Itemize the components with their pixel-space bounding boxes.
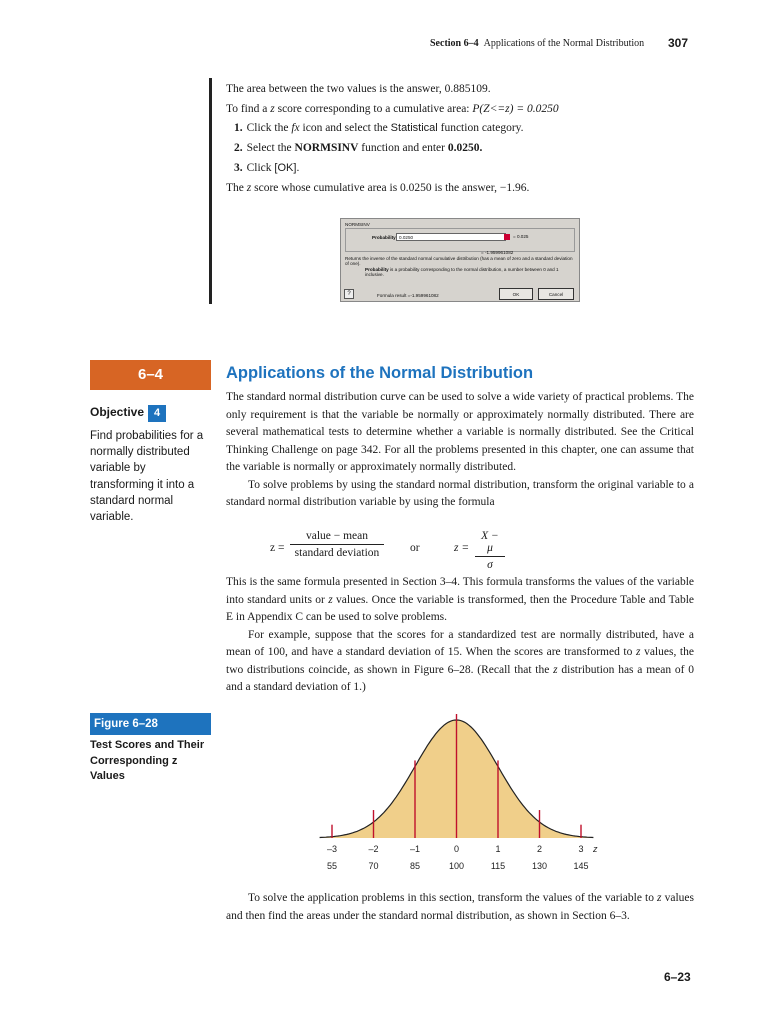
score-tick-label: 130 — [531, 861, 548, 871]
probability-result: = 0.025 — [513, 234, 529, 239]
z-tick-label: –1 — [409, 844, 421, 854]
return-value: = -1.959961082 — [481, 250, 514, 255]
z-tick-label: –3 — [326, 844, 338, 854]
probability-label: Probability — [372, 235, 396, 240]
dialog-arg-panel — [345, 228, 575, 252]
z-formula — [270, 530, 510, 570]
section-title: Applications of the Normal Distribution — [226, 364, 534, 382]
z-tick-label: –2 — [368, 844, 379, 854]
score-tick-label: 70 — [368, 861, 379, 871]
tech-line-3: The z score whose cumulative area is 0.0250 is the answer, −1.96. — [226, 181, 530, 194]
figure-label: Figure 6–28 — [90, 713, 211, 735]
normsinv-dialog-screenshot — [340, 218, 580, 302]
running-head — [430, 38, 644, 49]
tech-line-1: The area between the two values is the answer, 0.885109. — [226, 83, 491, 95]
objective-label: Objective 4 — [90, 405, 166, 422]
paragraph-1: The standard normal distribution curve can be used to solve a wide variety of practical problems. The only requirement is that the variable be normally or approximately normally distributed. There are several mathematical tests to determine whether a variable is normally distributed. See the Critical Thinking Challenge on page 342. For all the problems presented in this chapter, one can assume that the variable is normally or approximately normally distributed. — [226, 391, 694, 473]
score-tick-label: 55 — [326, 861, 338, 871]
z-tick-label: 3 — [578, 844, 584, 854]
score-tick-label: 85 — [409, 861, 421, 871]
margin-rule — [209, 78, 212, 304]
step-3: 3. Click [OK]. — [234, 161, 300, 174]
running-title: Applications of the Normal Distribution — [483, 38, 645, 49]
normal-distribution-chart — [300, 710, 620, 880]
dialog-title: NORMSINV — [345, 222, 370, 227]
z-tick-label: 2 — [536, 844, 543, 854]
body-paragraphs-1 — [226, 389, 694, 512]
objective-text: Find probabilities for a normally distributed variable by transforming it into a standard normal variable. — [90, 430, 204, 524]
z-equals-2: z = — [454, 542, 470, 554]
objective-number: 4 — [148, 405, 166, 422]
z-equals-1: z = — [270, 542, 285, 554]
z-axis-label: z — [593, 844, 598, 854]
tech-line-2: To find a z score corresponding to a cumulative area: P(Z<=z) = 0.0250 — [226, 102, 559, 115]
body-paragraphs-3 — [226, 890, 694, 925]
technology-steps — [226, 80, 696, 198]
step-2: 2. Select the NORMSINV function and enter 0.0250. — [234, 142, 483, 155]
collapse-dialog-icon[interactable] — [504, 234, 510, 240]
body-paragraphs-2 — [226, 574, 694, 697]
z-tick-label: 1 — [495, 844, 501, 854]
figure-caption: Test Scores and Their Corresponding z Values — [90, 739, 205, 782]
probability-input[interactable]: 0.0250 — [396, 233, 506, 241]
fraction-symbols: X − μ σ — [475, 530, 505, 571]
param-description: Probability is a probability corresponding to the normal distribution, a number between 0 and 1 inclusive. — [365, 267, 559, 278]
or-word: or — [410, 542, 420, 554]
paragraph-5: To solve the application problems in this section, transform the values of the variable to z values and then find the areas under the standard normal distribution, as shown in Section 6–3. — [226, 892, 694, 922]
section-label: Section 6–4 — [430, 38, 479, 49]
step-1: 1. Click the fx icon and select the Statistical function category. — [234, 122, 524, 135]
ok-button[interactable]: OK — [499, 288, 533, 300]
z-tick-label: 0 — [453, 844, 460, 854]
formula-result: Formula result =-1.959961082 — [377, 293, 439, 298]
help-icon[interactable]: ? — [344, 289, 354, 299]
paragraph-4: For example, suppose that the scores for a standardized test are normally distributed, have a mean of 100, and have a standard deviation of 15. When the scores are transformed to z values, the two distributions coincide, as shown in Figure 6–28. (Recall that the z distribution has a mean of 0 and a standard deviation of 1.) — [226, 628, 694, 693]
function-description: Returns the inverse of the standard normal cumulative distribution (has a mean of zero and a standard deviation of one). — [345, 256, 573, 267]
score-tick-label: 145 — [573, 861, 589, 871]
section-number-box: 6–4 — [90, 360, 211, 390]
fraction-words: value − mean standard deviation — [290, 530, 384, 559]
score-tick-label: 115 — [490, 861, 506, 871]
cancel-button[interactable]: Cancel — [538, 288, 574, 300]
footer-page-number: 6–23 — [664, 970, 691, 984]
score-tick-label: 100 — [448, 861, 465, 871]
paragraph-2: To solve problems by using the standard normal distribution, transform the original variable to a standard normal distribution variable by using the formula — [226, 478, 694, 508]
paragraph-3: This is the same formula presented in Section 3–4. This formula transforms the values of the variable into standard units or z values. Once the variable is transformed, then the Procedure Table and Table E in Appendix C can be used to solve problems. — [226, 576, 694, 623]
page-number: 307 — [668, 36, 689, 50]
